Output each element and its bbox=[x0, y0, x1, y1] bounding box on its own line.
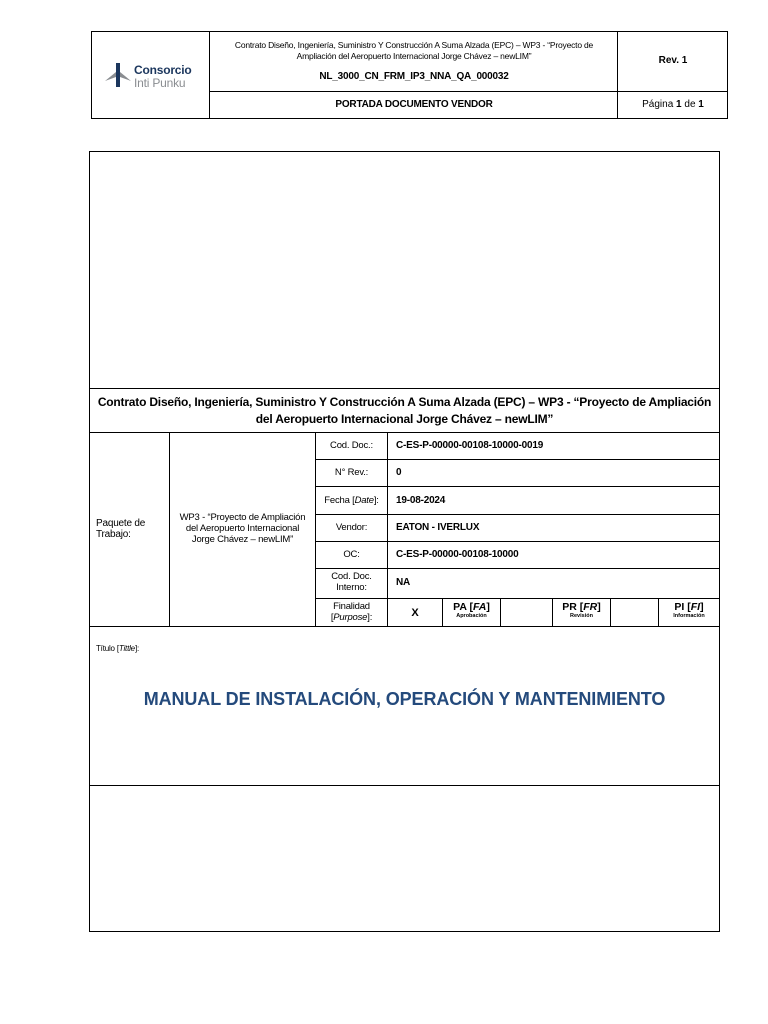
field-label-date-prefix: Fecha [ bbox=[324, 495, 355, 506]
page-total: 1 bbox=[698, 99, 704, 110]
divider bbox=[315, 568, 719, 569]
purpose-prefix: [ bbox=[330, 612, 334, 623]
field-value-vendor: EATON - IVERLUX bbox=[396, 522, 480, 533]
purpose-code: PR bbox=[562, 601, 577, 613]
logo-text-consorcio: Consorcio bbox=[134, 63, 192, 77]
document-title: MANUAL DE INSTALACIÓN, OPERACIÓN Y MANTENIMIENTO bbox=[143, 689, 666, 709]
header-contract-title bbox=[211, 40, 617, 62]
purpose-option-pr: PR [FR] Revisión bbox=[553, 602, 610, 620]
header-revision: Rev. 1 bbox=[658, 55, 688, 66]
work-package-value-line: WP3 - “Proyecto de Ampliación bbox=[179, 512, 306, 523]
vendor-cover-form bbox=[89, 151, 720, 932]
purpose-abbr: FI bbox=[690, 601, 701, 613]
document-header bbox=[91, 31, 728, 119]
work-package-label-line: Trabajo: bbox=[96, 529, 131, 540]
divider bbox=[315, 514, 719, 515]
purpose-option-pa: PA [FA] Aprobación bbox=[443, 602, 500, 620]
logo-text-inti-punku: Inti Punku bbox=[134, 76, 186, 90]
field-label-oc: OC: bbox=[343, 549, 360, 560]
title-label-prefix: Título [ bbox=[96, 644, 119, 653]
purpose-code: PI bbox=[674, 601, 685, 613]
work-package-value-line: del Aeropuerto Internacional bbox=[185, 523, 300, 534]
divider bbox=[315, 459, 719, 460]
divider bbox=[90, 388, 719, 389]
purpose-option-pi: PI [FI] Información bbox=[659, 602, 719, 620]
divider bbox=[500, 598, 501, 626]
field-label-purpose-line: Finalidad bbox=[333, 601, 370, 612]
page-label: Página bbox=[642, 99, 674, 110]
field-value-oc: C-ES-P-00000-00108-10000 bbox=[396, 549, 519, 560]
field-label-date bbox=[316, 495, 387, 506]
field-label-internal-code-line: Interno: bbox=[336, 582, 367, 593]
title-label-italic: Tittle bbox=[118, 644, 135, 653]
work-package-label bbox=[96, 518, 145, 540]
contract-title-line: Contrato Diseño, Ingeniería, Suministro Y Construcción A Suma Alzada (EPC) – WP3 - “Proyecto de Ampliación bbox=[97, 395, 712, 409]
work-package-label-line: Paquete de bbox=[96, 518, 146, 529]
header-doc-code: NL_3000_CN_FRM_IP3_NNA_QA_000032 bbox=[319, 71, 509, 82]
field-label-date-suffix: ]: bbox=[373, 495, 379, 506]
work-package-value bbox=[170, 512, 315, 545]
purpose-abbr: FA bbox=[472, 601, 487, 613]
divider bbox=[315, 541, 719, 542]
purpose-italic: Purpose bbox=[333, 612, 368, 623]
company-logo bbox=[92, 32, 209, 118]
field-label-vendor: Vendor: bbox=[335, 522, 368, 533]
field-value-cod-doc: C-ES-P-00000-00108-10000-0019 bbox=[396, 440, 544, 451]
title-label bbox=[96, 644, 139, 653]
field-value-internal-code: NA bbox=[396, 577, 411, 588]
divider bbox=[315, 486, 719, 487]
purpose-desc: Aprobación bbox=[456, 613, 487, 619]
divider bbox=[90, 626, 719, 627]
header-divider bbox=[617, 32, 618, 118]
work-package-value-line: Jorge Chávez – newLIM” bbox=[191, 534, 294, 545]
field-label-rev: N° Rev.: bbox=[334, 467, 369, 478]
contract-title bbox=[90, 394, 719, 428]
divider bbox=[90, 432, 719, 433]
divider bbox=[610, 598, 611, 626]
header-contract-title-line: Contrato Diseño, Ingeniería, Suministro Y Construcción A Suma Alzada (EPC) – WP3 - “Proyecto de bbox=[234, 40, 594, 50]
purpose-desc: Información bbox=[673, 613, 705, 619]
purpose-desc: Revisión bbox=[570, 613, 593, 619]
field-label-internal-code bbox=[316, 571, 387, 593]
logo-mark-icon bbox=[104, 63, 132, 87]
divider bbox=[387, 432, 388, 626]
purpose-mark-x: X bbox=[411, 607, 419, 619]
header-divider bbox=[209, 91, 727, 92]
purpose-abbr: FR bbox=[583, 601, 598, 613]
field-label-purpose bbox=[316, 601, 387, 623]
field-label-cod-doc: Cod. Doc.: bbox=[330, 440, 373, 451]
field-label-purpose-line bbox=[316, 612, 387, 623]
field-value-date: 19-08-2024 bbox=[396, 495, 446, 506]
page-of: de bbox=[684, 99, 696, 110]
purpose-code: PA bbox=[453, 601, 467, 613]
header-page-number bbox=[619, 99, 727, 110]
contract-title-line: del Aeropuerto Internacional Jorge Chávez – newLIM” bbox=[255, 412, 554, 426]
page-current: 1 bbox=[676, 99, 682, 110]
field-value-rev: 0 bbox=[396, 467, 402, 478]
purpose-suffix: ]: bbox=[367, 612, 373, 623]
header-divider bbox=[209, 32, 210, 118]
header-contract-title-line: Ampliación del Aeropuerto Internacional Jorge Chávez – newLIM” bbox=[296, 51, 532, 61]
header-cover-title: PORTADA DOCUMENTO VENDOR bbox=[335, 99, 493, 110]
field-label-internal-code-line: Cod. Doc. bbox=[331, 571, 372, 582]
title-label-suffix: ]: bbox=[134, 644, 139, 653]
divider bbox=[90, 785, 719, 786]
field-label-date-italic: Date bbox=[354, 495, 374, 506]
